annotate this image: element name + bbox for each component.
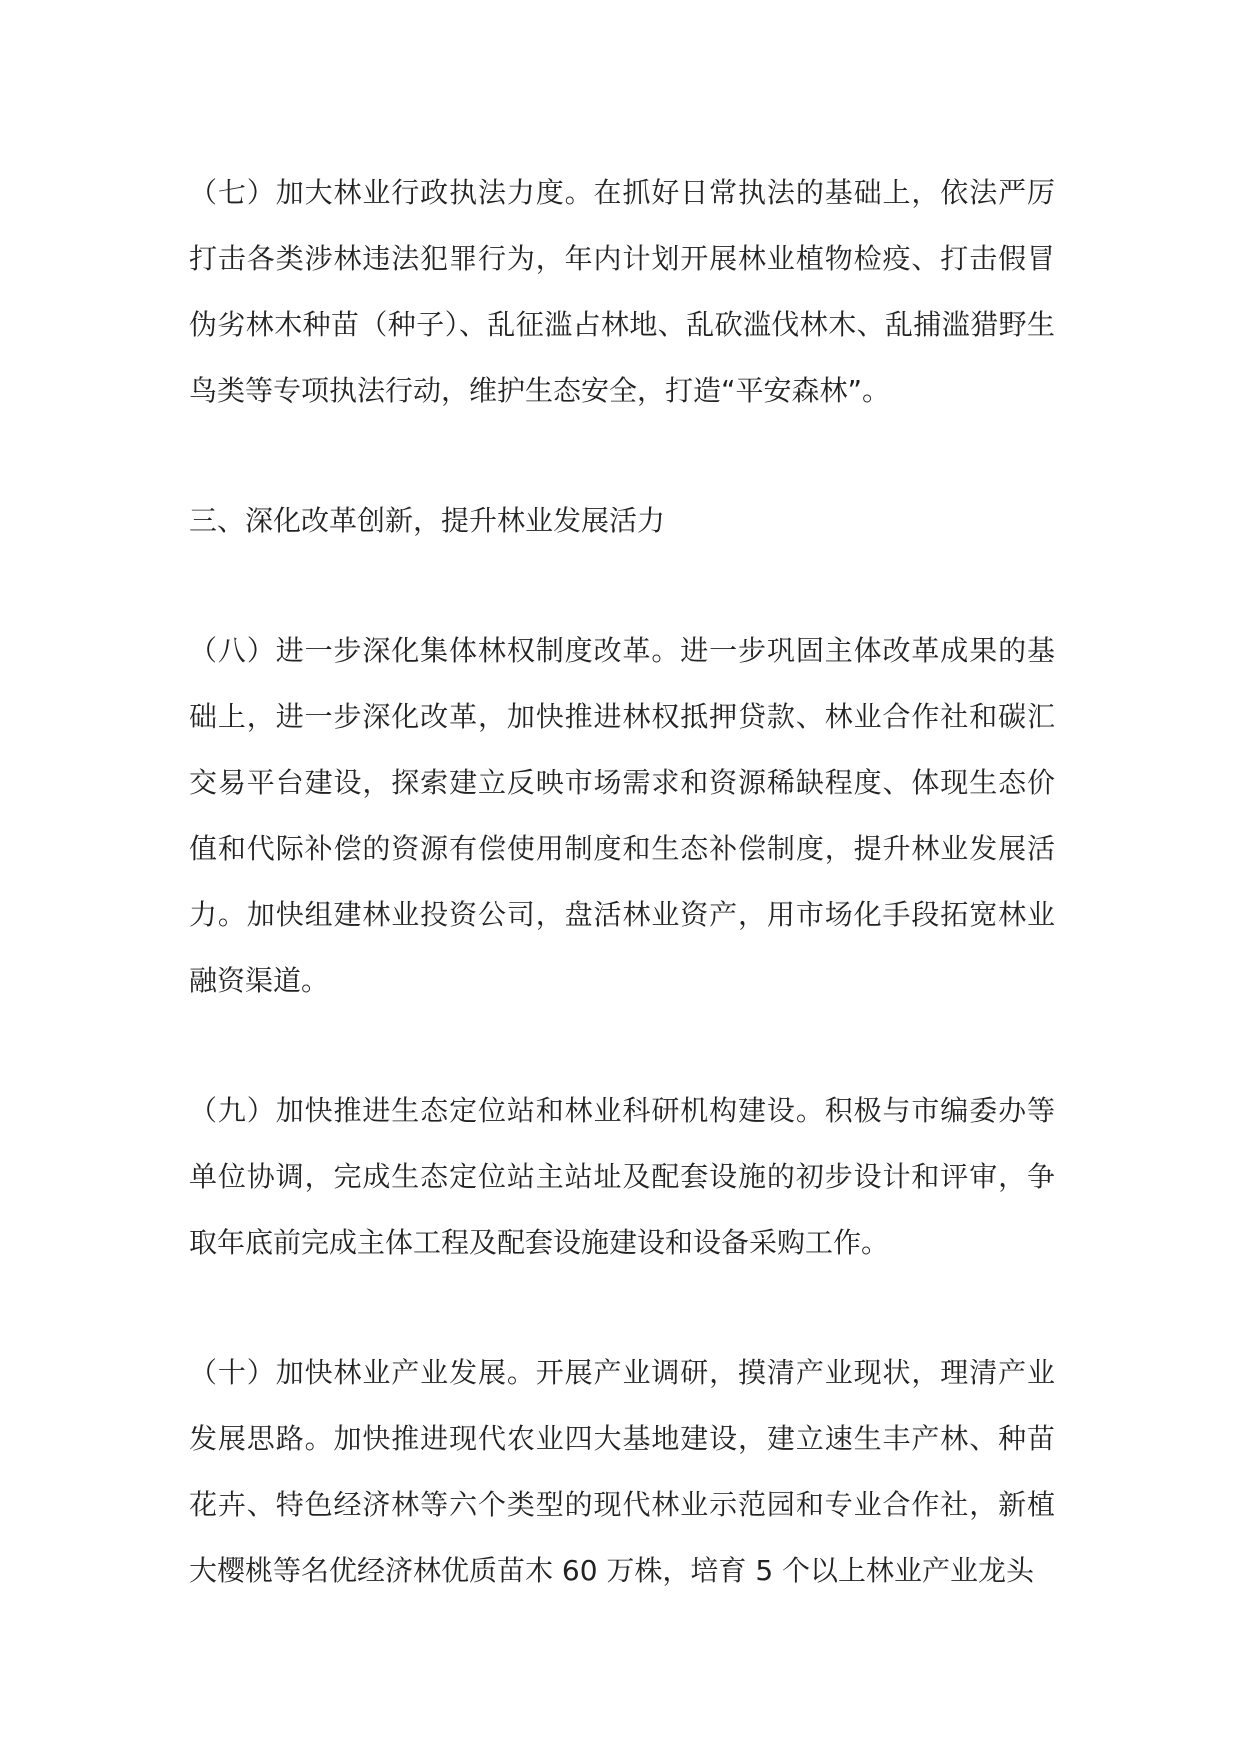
document-body (189, 160, 1055, 1604)
paragraph-10-forestry-industry: （十）加快林业产业发展。开展产业调研，摸清产业现状，理清产业发展思路。加快推进现代农业四大基地建设，建立速生丰产林、种苗花卉、特色经济林等六个类型的现代林业示范园和专业合作社，新植大樱桃等名优经济林优质苗木 60 万株，培育 5 个以上林业产业龙头 (189, 1356, 1055, 1587)
paragraph-spacer (189, 1014, 1055, 1078)
paragraph-spacer (189, 424, 1055, 488)
paragraph-8-forest-rights-reform: （八）进一步深化集体林权制度改革。进一步巩固主体改革成果的基础上，进一步深化改革，加快推进林权抵押贷款、林业合作社和碳汇交易平台建设，探索建立反映市场需求和资源稀缺程度、体现生态价值和代际补偿的资源有偿使用制度和生态补偿制度，提升林业发展活力。加快组建林业投资公司，盘活林业资产，用市场化手段拓宽林业融资渠道。 (189, 634, 1055, 997)
paragraph-spacer (189, 554, 1055, 618)
paragraph-spacer (189, 1276, 1055, 1340)
section-heading-3: 三、深化改革创新，提升林业发展活力 (189, 504, 666, 537)
paragraph-7-law-enforcement: （七）加大林业行政执法力度。在抓好日常执法的基础上，依法严厉打击各类涉林违法犯罪行为，年内计划开展林业植物检疫、打击假冒伪劣林木种苗（种子）、乱征滥占林地、乱砍滥伐林木、乱捕滥猎野生鸟类等专项执法行动，维护生态安全，打造“平安森林”。 (189, 176, 1055, 407)
paragraph-9-ecological-station: （九）加快推进生态定位站和林业科研机构建设。积极与市编委办等单位协调，完成生态定位站主站址及配套设施的初步设计和评审，争取年底前完成主体工程及配套设施建设和设备采购工作。 (189, 1094, 1055, 1259)
